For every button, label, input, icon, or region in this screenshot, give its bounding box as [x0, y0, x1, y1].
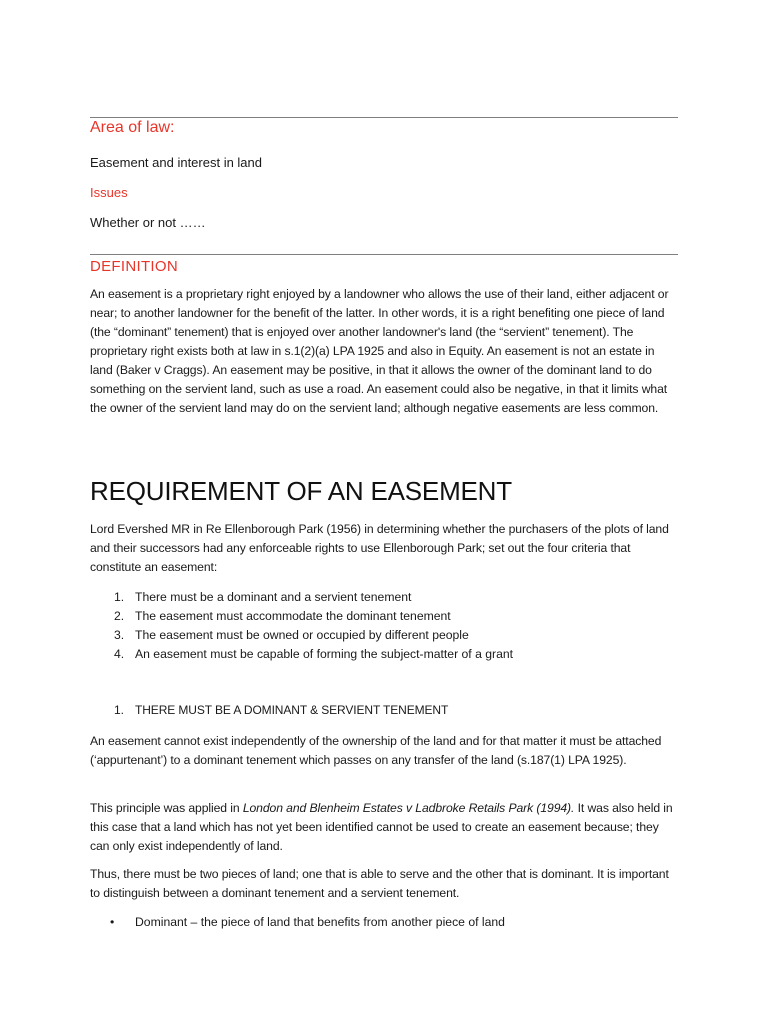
list-text: The easement must be owned or occupied by different people: [135, 628, 469, 642]
list-text: The easement must accommodate the dominant tenement: [135, 609, 451, 623]
bullet-item: [90, 913, 680, 932]
bullet-text: Dominant – the piece of land that benefits from another piece of land: [135, 915, 505, 929]
list-number: 2.: [114, 609, 125, 623]
bullet-icon: •: [110, 915, 115, 929]
definition-divider: [90, 254, 678, 255]
requirement-heading: REQUIREMENT OF AN EASEMENT: [90, 476, 512, 506]
definition-text: An easement is a proprietary right enjoyed by a landowner who allows the use of their land, either adjacent or near; to another landowner for the benefit of the latter. In other words, it is a right benefiting one piece of land (the “dominant” tenement) that is enjoyed over another landowner's land (the “servient” tenement). The proprietary right exists both at law in s.1(2)(a) LPA 1925 and also in Equity. An easement is not an estate in land (Baker v Craggs). An easement may be positive, in that it allows the owner of the dominant land to do something on the servient land, such as use a road. An easement could also be negative, in that it limits what the owner of the servient land may do on the servient land; although negative easements are less common.: [90, 287, 669, 415]
criteria-list: [90, 588, 650, 664]
list-item: [90, 626, 650, 645]
para2-suffix: It was also held in this case that a land which has not yet been identified cannot be used to create an easement because; they can only exist independently of land.: [90, 801, 673, 853]
section1-heading: [90, 703, 680, 717]
section1-para3: Thus, there must be two pieces of land; one that is able to serve and the other that is dominant. It is important to distinguish between a dominant tenement and a servient tenement.: [90, 867, 669, 900]
top-divider: [90, 117, 678, 118]
section1-number: 1.: [114, 703, 124, 717]
issues-heading: Issues: [90, 185, 128, 200]
list-item: [90, 588, 650, 607]
list-number: 4.: [114, 647, 125, 661]
issues-text: Whether or not ……: [90, 215, 206, 230]
section1-para2: [90, 799, 680, 856]
list-item: [90, 607, 650, 626]
area-text: Easement and interest in land: [90, 155, 262, 170]
list-number: 3.: [114, 628, 125, 642]
definition-heading: DEFINITION: [90, 258, 178, 275]
list-number: 1.: [114, 590, 125, 604]
requirement-intro: Lord Evershed MR in Re Ellenborough Park (1956) in determining whether the purchasers of the plots of land and their successors had any enforceable rights to use Ellenborough Park; set out the four criteria that constitute an easement:: [90, 522, 669, 574]
para2-prefix: This principle was applied in: [90, 801, 243, 815]
list-item: [90, 645, 650, 664]
section1-title: THERE MUST BE A DOMINANT & SERVIENT TENEMENT: [135, 703, 449, 717]
list-text: There must be a dominant and a servient tenement: [135, 590, 412, 604]
section1-para1: An easement cannot exist independently of the ownership of the land and for that matter it must be attached (‘appurtenant’) to a dominant tenement which passes on any transfer of the land (s.187(1) LPA 1925).: [90, 734, 662, 767]
list-text: An easement must be capable of forming the subject-matter of a grant: [135, 647, 514, 661]
area-heading: Area of law:: [90, 119, 175, 136]
case-citation: London and Blenheim Estates v Ladbroke Retails Park (1994).: [242, 801, 575, 815]
